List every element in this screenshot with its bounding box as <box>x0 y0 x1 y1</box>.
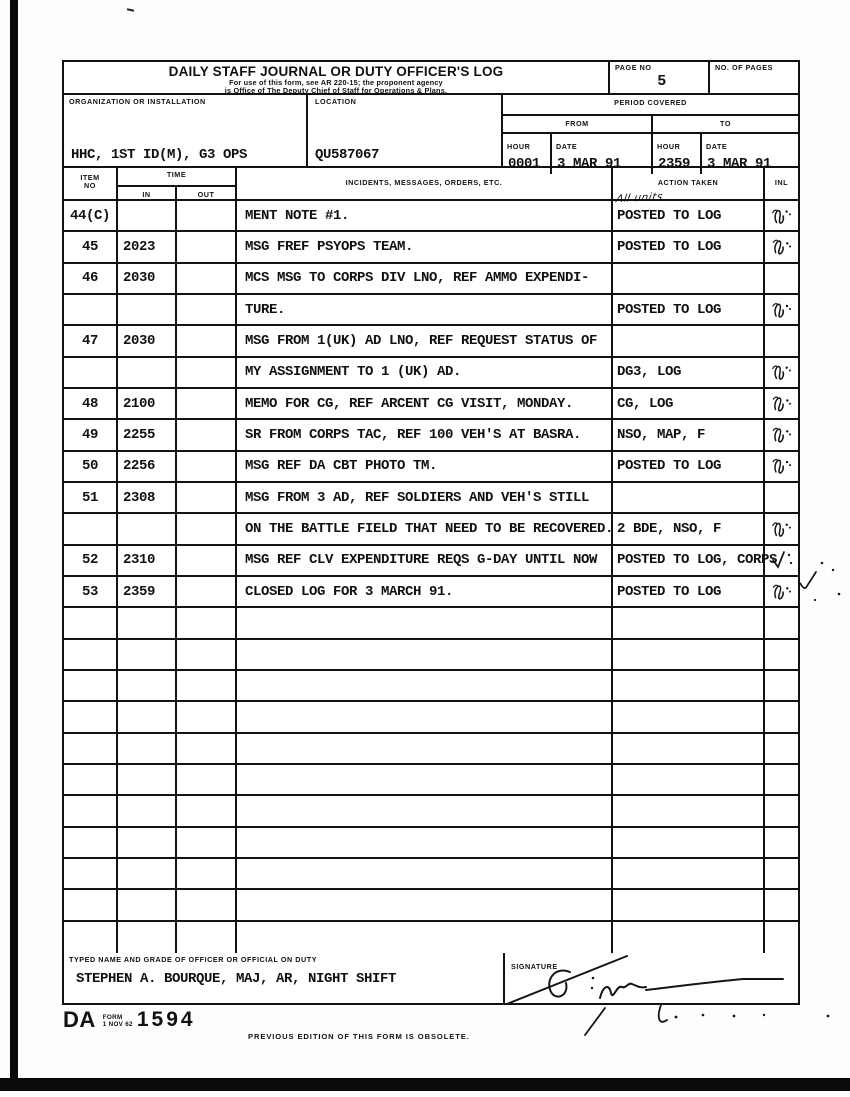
form-title-block <box>64 62 610 95</box>
to-hour-label: HOUR <box>657 142 681 151</box>
item-no-cell: 46 <box>64 264 118 293</box>
action-taken-cell <box>613 389 765 418</box>
action-taken-cell <box>613 796 765 825</box>
time-out-cell <box>177 358 237 387</box>
time-in-cell <box>118 734 177 763</box>
time-out-cell <box>177 671 237 700</box>
action-taken-cell <box>613 232 765 261</box>
incident-cell: ON THE BATTLE FIELD THAT NEED TO BE RECOVERED. <box>237 514 613 543</box>
from-hour-value: 0001 <box>508 156 541 172</box>
time-out-cell <box>177 514 237 543</box>
incident-cell <box>237 671 613 700</box>
period-covered-box <box>503 95 798 172</box>
initials-cell <box>765 734 798 763</box>
log-row-empty <box>64 859 798 890</box>
log-row-empty <box>64 734 798 765</box>
incident-cell: MSG REF CLV EXPENDITURE REQS G-DAY UNTIL NOW <box>237 546 613 575</box>
initials-cell <box>765 358 798 387</box>
time-in-cell: 2100 <box>118 389 177 418</box>
action-taken-cell <box>613 608 765 637</box>
typed-name-box <box>64 953 505 1003</box>
page-no-label: PAGE NO <box>615 63 652 72</box>
time-in-cell <box>118 358 177 387</box>
action-taken-cell <box>613 671 765 700</box>
item-no-cell: 44(C) <box>64 201 118 230</box>
handwritten-initials <box>767 516 797 542</box>
time-in-cell <box>118 828 177 857</box>
action-taken-cell <box>613 734 765 763</box>
handwritten-note: All units <box>615 190 664 206</box>
log-row <box>64 546 798 577</box>
time-out-cell <box>177 483 237 512</box>
time-out-cell <box>177 796 237 825</box>
action-taken-text: CG, LOG <box>617 395 674 412</box>
location-box <box>308 95 503 168</box>
log-row <box>64 420 798 451</box>
action-taken-cell <box>613 264 765 293</box>
time-out-cell <box>177 232 237 261</box>
action-taken-text: 2 BDE, NSO, F <box>617 520 722 537</box>
initials-cell <box>765 640 798 669</box>
incident-cell: CLOSED LOG FOR 3 MARCH 91. <box>237 577 613 606</box>
time-out-label: OUT <box>197 190 215 199</box>
item-no-cell: 51 <box>64 483 118 512</box>
log-column-headers <box>64 168 798 201</box>
obsolete-note: PREVIOUS EDITION OF THIS FORM IS OBSOLETE. <box>248 1032 470 1041</box>
incident-cell <box>237 828 613 857</box>
scan-edge-bottom-bar <box>0 1078 850 1091</box>
time-in-cell <box>118 702 177 731</box>
handwritten-initials <box>767 453 797 479</box>
initials-cell <box>765 828 798 857</box>
time-out-cell <box>177 828 237 857</box>
initials-cell <box>765 608 798 637</box>
from-hour-label: HOUR <box>507 142 531 151</box>
handwritten-initials <box>767 579 797 605</box>
item-no-cell <box>64 295 118 324</box>
initials-cell <box>765 702 798 731</box>
action-taken-cell <box>613 859 765 888</box>
incident-cell: MEMO FOR CG, REF ARCENT CG VISIT, MONDAY. <box>237 389 613 418</box>
time-in-cell <box>118 922 177 953</box>
item-no-cell: 53 <box>64 577 118 606</box>
time-in-cell <box>118 295 177 324</box>
handwritten-initials <box>767 422 797 448</box>
log-row-empty <box>64 671 798 702</box>
to-hour-value: 2359 <box>658 156 691 172</box>
time-out-cell <box>177 326 237 355</box>
item-no-cell: 48 <box>64 389 118 418</box>
time-out-cell <box>177 890 237 919</box>
incident-cell: MCS MSG TO CORPS DIV LNO, REF AMMO EXPENDI- <box>237 264 613 293</box>
time-in-cell <box>118 859 177 888</box>
time-in-cell <box>118 514 177 543</box>
no-of-pages-label: NO. OF PAGES <box>715 63 773 72</box>
item-no-cell <box>64 640 118 669</box>
handwritten-initials <box>767 203 797 229</box>
incident-cell: MSG FROM 1(UK) AD LNO, REF REQUEST STATUS OF <box>237 326 613 355</box>
incident-cell: MSG REF DA CBT PHOTO TM. <box>237 452 613 481</box>
form-subtitle-line1: For use of this form, see AR 220-15; the proponent agency <box>229 78 443 87</box>
initials-cell <box>765 890 798 919</box>
organization-value: HHC, 1ST ID(M), G3 OPS <box>71 147 248 163</box>
time-out-cell <box>177 546 237 575</box>
from-date-value: 3 MAR 91 <box>557 156 622 172</box>
location-value: QU587067 <box>315 147 380 163</box>
period-from-label: FROM <box>503 116 653 132</box>
time-out-cell <box>177 922 237 953</box>
action-taken-text: POSTED TO LOG <box>617 583 722 600</box>
log-row <box>64 577 798 608</box>
action-taken-cell <box>613 640 765 669</box>
form-subtitle-line2: is Office of The Deputy Chief of Staff for Operations & Plans. <box>224 85 448 95</box>
col-header-time <box>118 168 237 199</box>
action-taken-cell <box>613 702 765 731</box>
time-in-cell <box>118 671 177 700</box>
form-id-prefix: DA <box>63 1007 96 1032</box>
incident-cell <box>237 734 613 763</box>
action-taken-text: POSTED TO LOG <box>617 458 722 475</box>
form-date: 1 NOV 62 <box>102 1021 133 1028</box>
item-label-line2: NO <box>84 181 96 190</box>
time-in-cell <box>118 796 177 825</box>
initials-cell <box>765 671 798 700</box>
from-date-label: DATE <box>556 142 578 151</box>
col-header-incidents: INCIDENTS, MESSAGES, ORDERS, ETC. <box>237 168 613 199</box>
da-form-1594 <box>62 60 800 1005</box>
log-row <box>64 326 798 357</box>
typed-name-value: STEPHEN A. BOURQUE, MAJ, AR, NIGHT SHIFT <box>76 971 397 987</box>
form-edition-stack <box>103 1014 133 1028</box>
item-no-cell: 49 <box>64 420 118 449</box>
item-no-cell: 52 <box>64 546 118 575</box>
item-no-cell <box>64 671 118 700</box>
log-row-empty <box>64 608 798 639</box>
action-taken-text: POSTED TO LOG, CORPS <box>617 552 778 569</box>
initials-cell <box>765 452 798 481</box>
handwritten-initials <box>767 359 797 385</box>
page-no-box <box>610 62 710 95</box>
page-no-value: 5 <box>657 73 666 90</box>
action-taken-text: POSTED TO LOG <box>617 301 722 318</box>
no-of-pages-box <box>710 62 798 95</box>
action-taken-text: NSO, MAP, F <box>617 426 706 443</box>
to-date-value: 3 MAR 91 <box>707 156 772 172</box>
time-out-cell <box>177 295 237 324</box>
initials-cell <box>765 232 798 261</box>
log-row-empty <box>64 640 798 671</box>
log-row <box>64 452 798 483</box>
item-no-cell <box>64 859 118 888</box>
action-taken-cell <box>613 514 765 543</box>
initials-cell <box>765 326 798 355</box>
log-row <box>64 483 798 514</box>
signature-scribble <box>495 948 850 1048</box>
incident-cell <box>237 890 613 919</box>
item-no-cell <box>64 922 118 953</box>
item-no-cell <box>64 796 118 825</box>
time-out-cell <box>177 420 237 449</box>
col-header-item-no <box>64 168 118 199</box>
initials-cell <box>765 201 798 230</box>
time-out-cell <box>177 577 237 606</box>
log-row-empty <box>64 765 798 796</box>
incident-cell <box>237 859 613 888</box>
log-row <box>64 232 798 263</box>
initials-cell <box>765 420 798 449</box>
log-row <box>64 514 798 545</box>
action-taken-cell <box>613 420 765 449</box>
log-row <box>64 264 798 295</box>
action-taken-cell <box>613 546 778 575</box>
time-out-cell <box>177 859 237 888</box>
item-no-cell <box>64 890 118 919</box>
time-out-cell <box>177 640 237 669</box>
time-out-cell <box>177 389 237 418</box>
time-in-cell: 2030 <box>118 264 177 293</box>
to-date-label: DATE <box>706 142 728 151</box>
time-label: TIME <box>118 168 235 187</box>
item-no-cell <box>64 514 118 543</box>
action-taken-cell <box>613 295 765 324</box>
incident-cell <box>237 608 613 637</box>
item-no-cell: 50 <box>64 452 118 481</box>
time-in-cell <box>118 890 177 919</box>
time-out-cell <box>177 765 237 794</box>
action-taken-cell <box>613 190 765 230</box>
handwritten-initials <box>767 391 797 417</box>
action-taken-cell <box>613 890 765 919</box>
typed-name-label: TYPED NAME AND GRADE OF OFFICER OR OFFICIAL ON DUTY <box>69 955 318 964</box>
action-taken-text: POSTED TO LOG <box>617 238 722 255</box>
time-in-label: IN <box>118 187 177 199</box>
form-word: FORM <box>102 1014 123 1021</box>
initials-cell <box>765 514 798 543</box>
location-label: LOCATION <box>315 97 357 106</box>
period-covered-label: PERIOD COVERED <box>503 95 798 116</box>
initials-cell <box>765 264 798 293</box>
incident-cell: MY ASSIGNMENT TO 1 (UK) AD. <box>237 358 613 387</box>
form-id-footer <box>63 1008 196 1032</box>
initials-cell <box>765 483 798 512</box>
scan-edge-left-bar <box>10 0 18 1086</box>
action-taken-cell <box>613 358 765 387</box>
action-taken-cell <box>613 577 765 606</box>
item-no-cell <box>64 702 118 731</box>
initials-cell <box>765 295 798 324</box>
incident-cell: MSG FREF PSYOPS TEAM. <box>237 232 613 261</box>
time-in-cell <box>118 201 177 230</box>
time-in-cell <box>118 608 177 637</box>
time-out-cell <box>177 264 237 293</box>
organization-box <box>64 95 308 168</box>
item-no-cell <box>64 358 118 387</box>
initials-cell <box>765 796 798 825</box>
initials-cell <box>765 859 798 888</box>
time-in-cell <box>118 640 177 669</box>
handwritten-initials <box>767 297 797 323</box>
incident-cell <box>237 765 613 794</box>
log-row-empty <box>64 796 798 827</box>
col-header-action-taken: ACTION TAKEN <box>613 168 765 199</box>
incident-cell: MENT NOTE #1. <box>237 201 613 230</box>
form-title: DAILY STAFF JOURNAL OR DUTY OFFICER'S LOG <box>168 64 504 79</box>
initials-cell <box>765 389 798 418</box>
log-row <box>64 358 798 389</box>
time-in-cell: 2030 <box>118 326 177 355</box>
col-header-inl: INL <box>774 178 789 187</box>
item-no-cell <box>64 608 118 637</box>
time-in-cell: 2308 <box>118 483 177 512</box>
incident-cell: SR FROM CORPS TAC, REF 100 VEH'S AT BASRA. <box>237 420 613 449</box>
period-to-label: TO <box>720 119 731 128</box>
log-row-empty <box>64 702 798 733</box>
time-in-cell: 2310 <box>118 546 177 575</box>
time-out-cell <box>177 608 237 637</box>
item-label-line1: ITEM <box>80 173 100 182</box>
time-in-cell <box>118 765 177 794</box>
time-in-cell: 2256 <box>118 452 177 481</box>
item-no-cell: 45 <box>64 232 118 261</box>
time-out-cell <box>177 452 237 481</box>
item-no-cell <box>64 765 118 794</box>
incident-cell: TURE. <box>237 295 613 324</box>
time-out-cell <box>177 201 237 230</box>
scan-speck <box>127 8 134 11</box>
action-taken-cell <box>613 326 765 355</box>
action-taken-text: POSTED TO LOG <box>617 207 722 224</box>
signature-label: SIGNATURE <box>511 962 558 971</box>
handwritten-initials <box>767 234 797 260</box>
action-taken-cell <box>613 483 765 512</box>
log-row-empty <box>64 890 798 921</box>
action-taken-cell <box>613 828 765 857</box>
form-number: 1594 <box>136 1008 196 1031</box>
incident-cell <box>237 640 613 669</box>
organization-label: ORGANIZATION OR INSTALLATION <box>69 97 206 106</box>
incident-cell: MSG FROM 3 AD, REF SOLDIERS AND VEH'S STILL <box>237 483 613 512</box>
item-no-cell <box>64 828 118 857</box>
time-in-cell: 2359 <box>118 577 177 606</box>
time-in-cell: 2023 <box>118 232 177 261</box>
time-in-cell: 2255 <box>118 420 177 449</box>
incident-cell <box>237 702 613 731</box>
action-taken-text: DG3, LOG <box>617 364 682 381</box>
time-out-cell <box>177 734 237 763</box>
action-taken-cell <box>613 765 765 794</box>
item-no-cell: 47 <box>64 326 118 355</box>
margin-check-marks <box>793 550 850 605</box>
log-row-empty <box>64 828 798 859</box>
log-row <box>64 389 798 420</box>
incident-cell <box>237 796 613 825</box>
initials-cell <box>765 765 798 794</box>
log-row <box>64 295 798 326</box>
time-out-cell <box>177 702 237 731</box>
action-taken-cell <box>613 452 765 481</box>
item-no-cell <box>64 734 118 763</box>
